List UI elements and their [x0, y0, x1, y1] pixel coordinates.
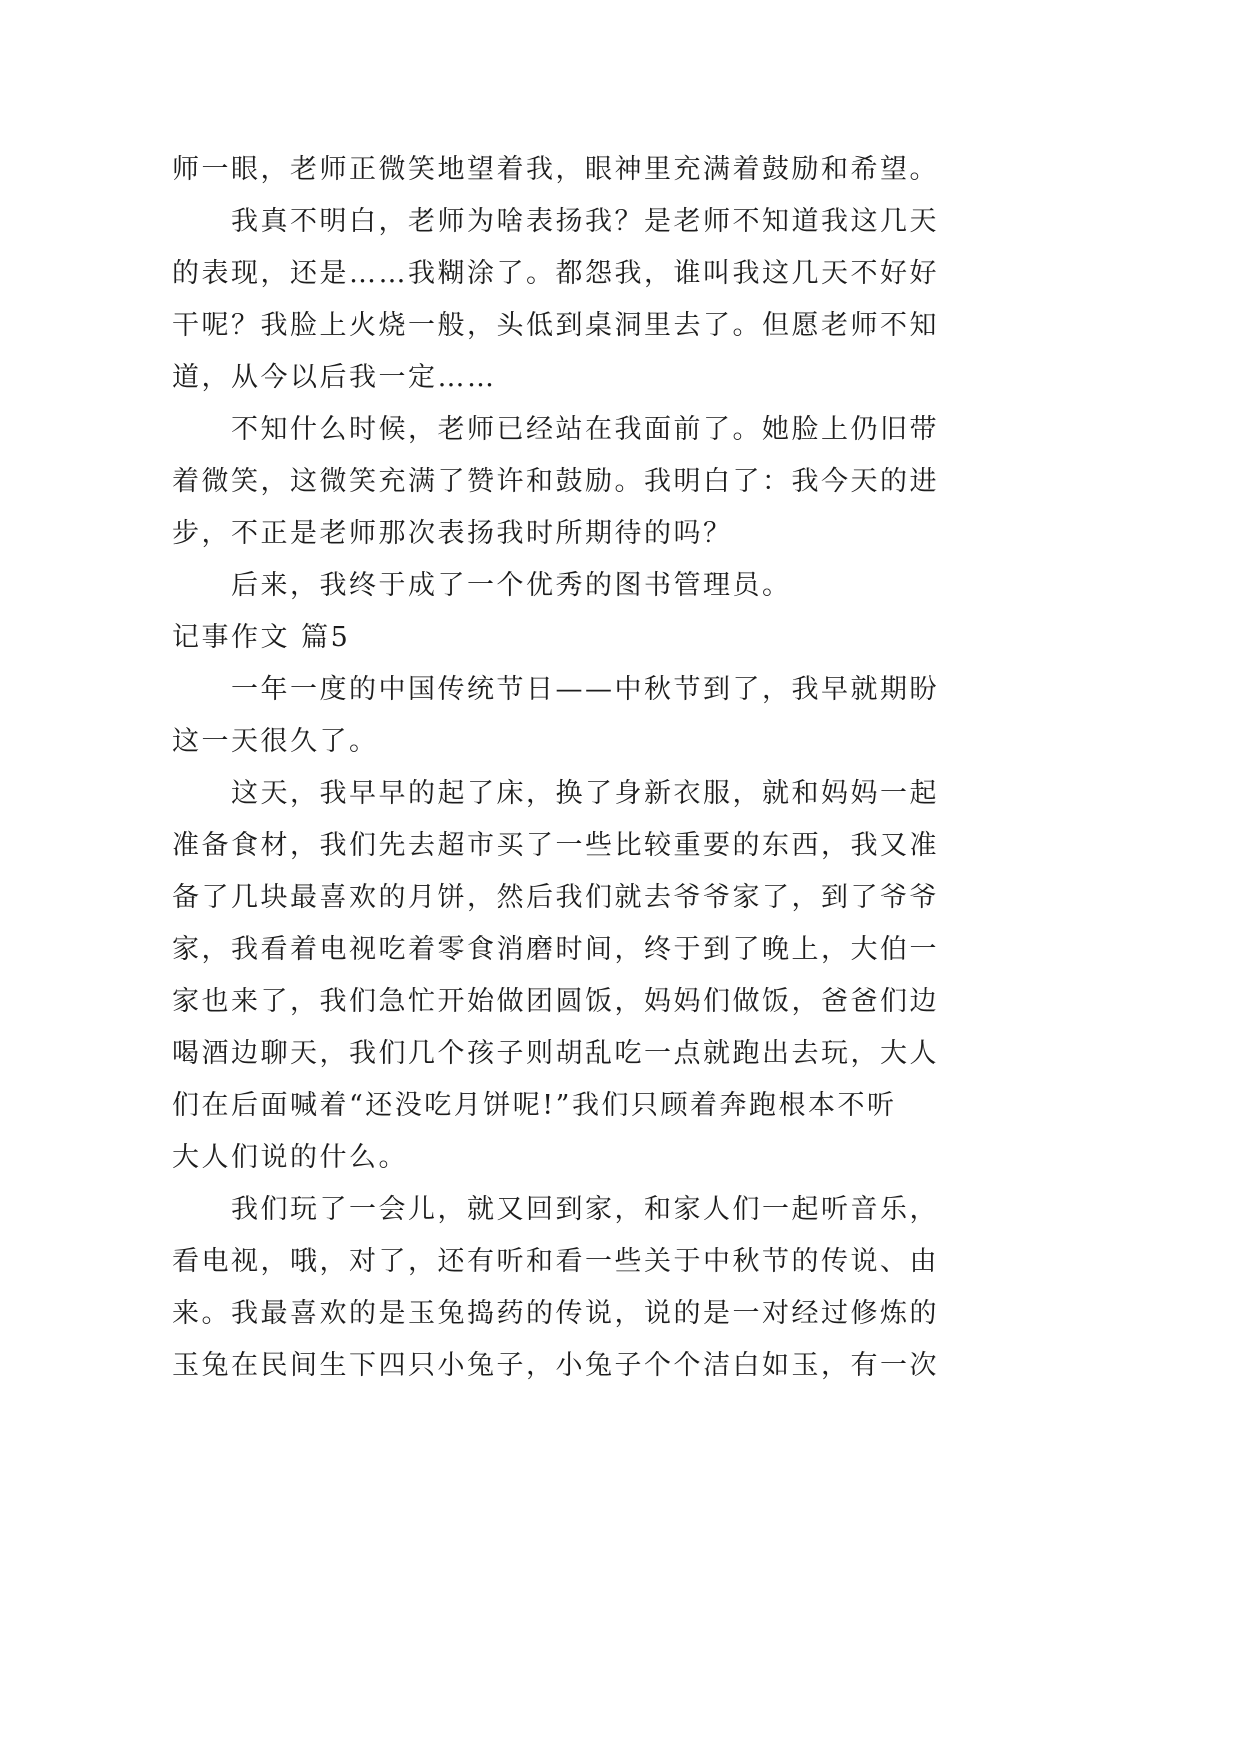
- paragraph-line: 道，从今以后我一定……: [172, 362, 497, 393]
- paragraph-line: 备了几块最喜欢的月饼，然后我们就去爷爷家了，到了爷爷: [172, 882, 939, 913]
- paragraph-line: 着微笑，这微笑充满了赞许和鼓励。我明白了：我今天的进: [172, 466, 939, 497]
- paragraph-line: 干呢？我脸上火烧一般，头低到桌洞里去了。但愿老师不知: [172, 310, 939, 341]
- paragraph: [172, 1184, 1072, 1392]
- document-body: [172, 144, 1072, 1392]
- paragraph-line: 来。我最喜欢的是玉兔捣药的传说，说的是一对经过修炼的: [172, 1298, 939, 1329]
- paragraph-line: 家也来了，我们急忙开始做团圆饭，妈妈们做饭，爸爸们边: [172, 986, 939, 1017]
- paragraph-line: 玉兔在民间生下四只小兔子，小兔子个个洁白如玉，有一次: [172, 1350, 939, 1381]
- paragraph: [172, 768, 1072, 1184]
- paragraph-line: 步，不正是老师那次表扬我时所期待的吗？: [172, 518, 733, 549]
- paragraph-line: 后来，我终于成了一个优秀的图书管理员。: [231, 570, 792, 601]
- paragraph: [172, 664, 1072, 768]
- paragraph-line: 这一天很久了。: [172, 726, 379, 757]
- paragraph-line: 的表现，还是……我糊涂了。都怨我，谁叫我这几天不好好: [172, 258, 939, 289]
- paragraph-line: 一年一度的中国传统节日——中秋节到了，我早就期盼: [231, 674, 939, 705]
- paragraph-line: 准备食材，我们先去超市买了一些比较重要的东西，我又准: [172, 830, 939, 861]
- paragraph-line: 我真不明白，老师为啥表扬我？是老师不知道我这几天: [231, 206, 939, 237]
- paragraph-line: 这天，我早早的起了床，换了身新衣服，就和妈妈一起: [231, 778, 939, 809]
- paragraph: [172, 404, 1072, 560]
- paragraph: [172, 196, 1072, 404]
- section-heading: 记事作文 篇5: [172, 622, 351, 653]
- paragraph: [172, 144, 1072, 196]
- paragraph-line: 我们玩了一会儿，就又回到家，和家人们一起听音乐，: [231, 1194, 939, 1225]
- paragraph-line: 喝酒边聊天，我们几个孩子则胡乱吃一点就跑出去玩，大人: [172, 1038, 939, 1069]
- paragraph-line: 大人们说的什么。: [172, 1142, 408, 1173]
- paragraph-line: 看电视，哦，对了，还有听和看一些关于中秋节的传说、由: [172, 1246, 939, 1277]
- paragraph-line: 师一眼，老师正微笑地望着我，眼神里充满着鼓励和希望。: [172, 154, 939, 185]
- paragraph: [172, 560, 1072, 612]
- paragraph-line: 们在后面喊着“还没吃月饼呢!”我们只顾着奔跑根本不听: [172, 1090, 897, 1121]
- paragraph-line: 不知什么时候，老师已经站在我面前了。她脸上仍旧带: [231, 414, 939, 445]
- paragraph-line: 家，我看着电视吃着零食消磨时间，终于到了晚上，大伯一: [172, 934, 939, 965]
